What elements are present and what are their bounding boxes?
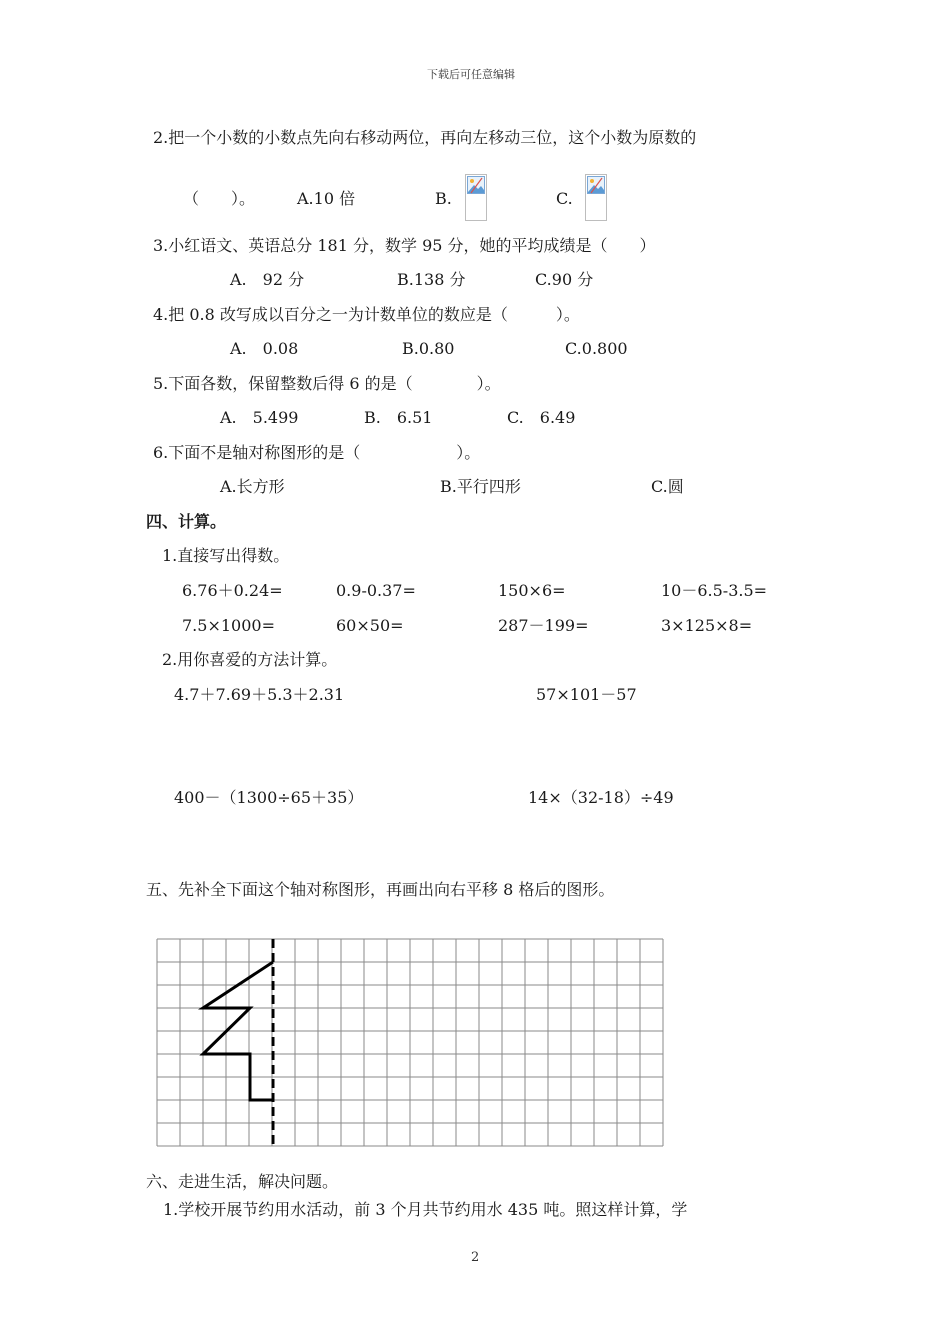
q3-option-c: C.90 分: [535, 270, 594, 289]
mental-calc-item: 10－6.5-3.5=: [661, 581, 768, 600]
q2-option-c-image-icon: [585, 174, 607, 221]
section6-heading: 六、走进生活，解决问题。: [146, 1172, 339, 1191]
calc-q2-title: 2.用你喜爱的方法计算。: [162, 650, 338, 669]
mental-calc-item: 287－199=: [498, 616, 589, 635]
q6-text: 6.下面不是轴对称图形的是（ ）。: [153, 443, 481, 462]
q6-option-c: C.圆: [651, 477, 684, 496]
grid-lines: [157, 939, 663, 1146]
q5-option-c: C. 6.49: [507, 408, 576, 427]
q2-option-c-label: C.: [556, 189, 573, 208]
written-calc-item: 14×（32-18）÷49: [528, 788, 674, 807]
section5-heading: 五、先补全下面这个轴对称图形，再画出向右平移 8 格后的图形。: [146, 880, 615, 899]
written-calc-item: 400－（1300÷65＋35）: [174, 788, 364, 807]
q2-option-b-image-icon: [465, 174, 487, 221]
section4-heading: 四、计算。: [146, 512, 227, 531]
q6-option-a: A.长方形: [220, 477, 285, 496]
mental-calc-item: 150×6=: [498, 581, 566, 600]
q2-blank: （ ）。: [183, 189, 256, 208]
mental-calc-item: 6.76＋0.24=: [182, 581, 283, 600]
q4-option-a: A. 0.08: [230, 339, 299, 358]
q2-option-a: A.10 倍: [297, 189, 356, 208]
q4-text: 4.把 0.8 改写成以百分之一为计数单位的数应是（ ）。: [153, 305, 580, 324]
q2-option-b-label: B.: [435, 189, 452, 208]
q4-option-c: C.0.800: [565, 339, 628, 358]
mental-calc-item: 60×50=: [336, 616, 404, 635]
written-calc-item: 57×101－57: [536, 685, 637, 704]
page-number: 2: [471, 1250, 480, 1265]
q3-option-a: A. 92 分: [230, 270, 305, 289]
q5-option-b: B. 6.51: [364, 408, 433, 427]
q3-text: 3.小红语文、英语总分 181 分，数学 95 分，她的平均成绩是（ ）: [153, 236, 656, 255]
q6-option-b: B.平行四形: [440, 477, 521, 496]
q5-text: 5.下面各数，保留整数后得 6 的是（ ）。: [153, 374, 501, 393]
q3-option-b: B.138 分: [397, 270, 466, 289]
symmetry-grid-figure: [156, 936, 670, 1150]
mental-calc-item: 3×125×8=: [661, 616, 753, 635]
q4-option-b: B.0.80: [402, 339, 455, 358]
section6-q1-text: 1.学校开展节约用水活动，前 3 个月共节约用水 435 吨。照这样计算，学: [163, 1200, 688, 1219]
header-note: 下载后可任意编辑: [427, 68, 515, 81]
q5-option-a: A. 5.499: [220, 408, 299, 427]
written-calc-item: 4.7＋7.69＋5.3＋2.31: [174, 685, 345, 704]
mental-calc-item: 7.5×1000=: [182, 616, 275, 635]
mental-calc-item: 0.9-0.37=: [336, 581, 416, 600]
q2-text: 2.把一个小数的小数点先向右移动两位，再向左移动三位，这个小数为原数的: [153, 128, 697, 147]
calc-q1-title: 1.直接写出得数。: [162, 546, 290, 565]
